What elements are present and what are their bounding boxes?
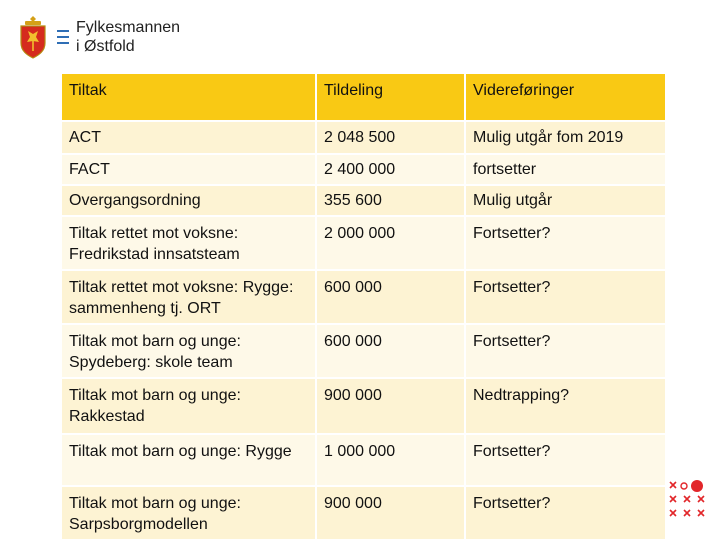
cell-tildeling: 600 000 <box>316 324 465 378</box>
cell-videreforinger: Fortsetter? <box>465 434 666 486</box>
cell-tildeling: 2 048 500 <box>316 121 465 154</box>
cell-tildeling: 355 600 <box>316 185 465 216</box>
table-row <box>61 185 666 216</box>
table-row <box>61 216 666 270</box>
table-header-row <box>61 73 666 121</box>
cell-tiltak: Overgangsordning <box>61 185 316 216</box>
cell-tildeling: 2 400 000 <box>316 154 465 185</box>
cell-videreforinger: Nedtrapping? <box>465 378 666 434</box>
cell-tiltak: Tiltak rettet mot voksne: Rygge: sammenheng tj. ORT <box>61 270 316 324</box>
cell-tiltak: ACT <box>61 121 316 154</box>
table-row <box>61 486 666 540</box>
cell-videreforinger: Fortsetter? <box>465 270 666 324</box>
cell-videreforinger: fortsetter <box>465 154 666 185</box>
cell-videreforinger: Mulig utgår fom 2019 <box>465 121 666 154</box>
header-logo <box>18 14 180 60</box>
cell-tiltak: Tiltak mot barn og unge: Rygge <box>61 434 316 486</box>
funding-table <box>60 72 667 541</box>
column-header-videreforinger: Videreføringer <box>465 73 666 121</box>
column-header-tiltak: Tiltak <box>61 73 316 121</box>
cell-tiltak: Tiltak mot barn og unge: Rakkestad <box>61 378 316 434</box>
menu-icon[interactable] <box>56 28 70 46</box>
organization-name-line1: Fylkesmannen <box>76 19 181 36</box>
cell-tiltak: FACT <box>61 154 316 185</box>
coat-of-arms-icon <box>18 15 48 59</box>
cell-tildeling: 600 000 <box>316 270 465 324</box>
table-row <box>61 434 666 486</box>
cell-tildeling: 2 000 000 <box>316 216 465 270</box>
table-row <box>61 154 666 185</box>
cell-tiltak: Tiltak mot barn og unge: Spydeberg: skole team <box>61 324 316 378</box>
cell-videreforinger: Fortsetter? <box>465 216 666 270</box>
organization-name <box>76 18 180 56</box>
table-row <box>61 378 666 434</box>
cell-videreforinger: Mulig utgår <box>465 185 666 216</box>
table-row <box>61 270 666 324</box>
cell-tildeling: 900 000 <box>316 486 465 540</box>
column-header-tildeling: Tildeling <box>316 73 465 121</box>
cell-videreforinger: Fortsetter? <box>465 486 666 540</box>
cell-tiltak: Tiltak rettet mot voksne: Fredrikstad innsatsteam <box>61 216 316 270</box>
cell-tildeling: 1 000 000 <box>316 434 465 486</box>
decorative-pattern-icon <box>668 478 710 526</box>
cell-videreforinger: Fortsetter? <box>465 324 666 378</box>
cell-tiltak: Tiltak mot barn og unge: Sarpsborgmodellen <box>61 486 316 540</box>
organization-name-line2: i Østfold <box>76 38 135 55</box>
table-row <box>61 324 666 378</box>
table-row <box>61 121 666 154</box>
cell-tildeling: 900 000 <box>316 378 465 434</box>
